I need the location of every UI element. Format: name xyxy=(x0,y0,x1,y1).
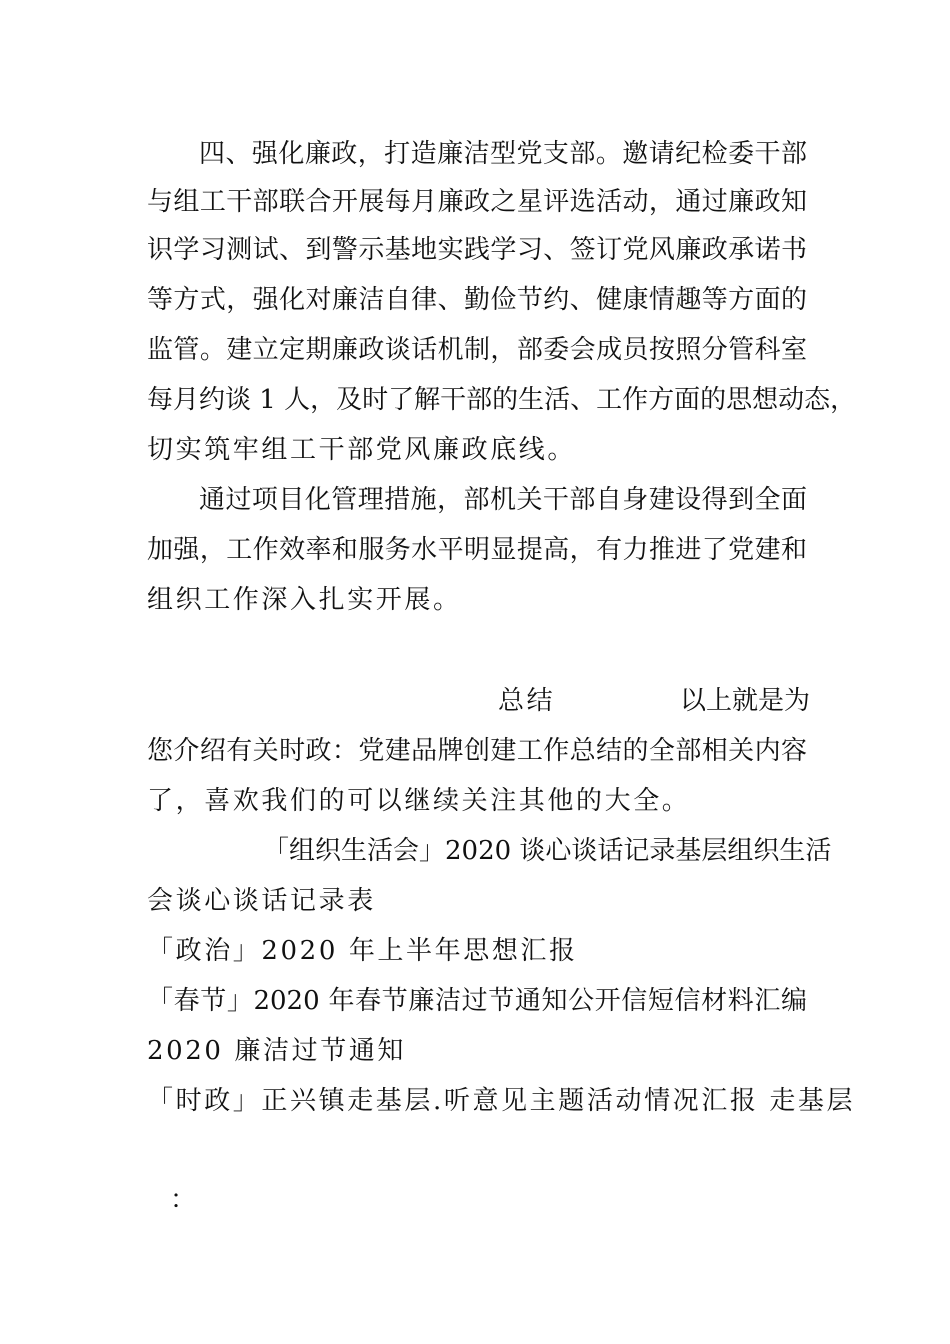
paragraph-line: 每月约谈 1 人，及时了解干部的生活、工作方面的思想动态， xyxy=(147,385,857,415)
paragraph-line: 通过项目化管理措施，部机关干部自身建设得到全面 xyxy=(199,485,807,515)
summary-intro-start: 以上就是为 xyxy=(680,686,811,716)
paragraph-line: 加强，工作效率和服务水平明显提高，有力推进了党建和 xyxy=(147,535,807,565)
footer-colon: ： xyxy=(170,1185,197,1215)
paragraph-line: 组织工作深入扎实开展。 xyxy=(147,585,462,615)
paragraph-line: 与组工干部联合开展每月廉政之星评选活动，通过廉政知 xyxy=(147,187,807,217)
summary-title: 总结 xyxy=(498,686,556,716)
paragraph-line: 等方式，强化对廉洁自律、勤俭节约、健康情趣等方面的 xyxy=(147,285,807,315)
related-link[interactable]: 「时政」正兴镇走基层.听意见主题活动情况汇报 走基层 xyxy=(147,1086,856,1116)
paragraph-line: 四、强化廉政，打造廉洁型党支部。邀请纪检委干部 xyxy=(199,139,807,169)
summary-line: 了，喜欢我们的可以继续关注其他的大全。 xyxy=(147,786,691,816)
summary-line: 您介绍有关时政：党建品牌创建工作总结的全部相关内容 xyxy=(147,736,807,766)
related-link[interactable]: 「政治」2020 年上半年思想汇报 xyxy=(147,936,578,966)
related-link-cont[interactable]: 会谈心谈话记录表 xyxy=(147,886,376,916)
paragraph-line: 识学习测试、到警示基地实践学习、签订党风廉政承诺书 xyxy=(147,235,807,265)
related-link[interactable]: 「春节」2020 年春节廉洁过节通知公开信短信材料汇编 xyxy=(147,986,807,1016)
related-link-cont[interactable]: 2020 廉洁过节通知 xyxy=(147,1036,407,1066)
related-link[interactable]: 「组织生活会」2020 谈心谈话记录基层组织生活 xyxy=(263,836,832,866)
paragraph-line: 切实筑牢组工干部党风廉政底线。 xyxy=(147,435,577,465)
paragraph-line: 监管。建立定期廉政谈话机制，部委会成员按照分管科室 xyxy=(147,335,807,365)
